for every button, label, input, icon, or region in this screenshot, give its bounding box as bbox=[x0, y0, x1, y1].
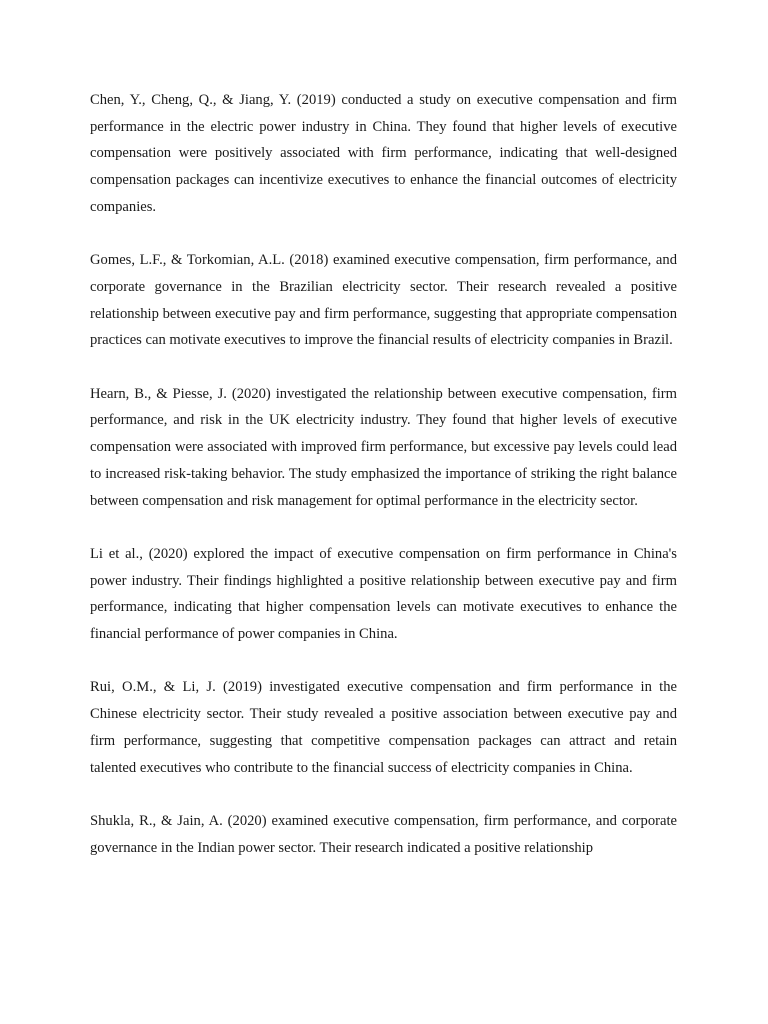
paragraph-rui-2019: Rui, O.M., & Li, J. (2019) investigated executive compensation and firm performance in the Chinese electricity sector. Their study revealed a positive association between executive pay and firm performance, suggesting that competitive compensation packages can attract and retain talented executives who contribute to the financial success of electricity companies in China. bbox=[90, 679, 677, 776]
document-page bbox=[90, 87, 677, 888]
paragraph-chen-2019: Chen, Y., Cheng, Q., & Jiang, Y. (2019) conducted a study on executive compensation and firm performance in the electric power industry in China. They found that higher levels of executive compensation were positively associated with firm performance, indicating that well-designed compensation packages can incentivize executives to enhance the financial outcomes of electricity companies. bbox=[90, 92, 677, 215]
paragraph-li-2020: Li et al., (2020) explored the impact of executive compensation on firm performance in China's power industry. Their findings highlighted a positive relationship between executive pay and firm performance, indicating that higher compensation levels can motivate executives to enhance the financial performance of power companies in China. bbox=[90, 545, 677, 643]
paragraph-hearn-2020: Hearn, B., & Piesse, J. (2020) investigated the relationship between executive compensation, firm performance, and risk in the UK electricity industry. They found that higher levels of executive compensation were associated with improved firm performance, but excessive pay levels could lead to increased risk-taking behavior. The study emphasized the importance of striking the right balance between compensation and risk management for optimal performance in the electricity sector. bbox=[90, 385, 677, 509]
paragraph-shukla-2020: Shukla, R., & Jain, A. (2020) examined executive compensation, firm performance, and corporate governance in the Indian power sector. Their research indicated a positive relationship bbox=[90, 812, 677, 856]
paragraph-gomes-2018: Gomes, L.F., & Torkomian, A.L. (2018) examined executive compensation, firm performance, and corporate governance in the Brazilian electricity sector. Their research revealed a positive relationship between executive pay and firm performance, suggesting that appropriate compensation practices can motivate executives to improve the financial results of electricity companies in Brazil. bbox=[90, 252, 677, 349]
